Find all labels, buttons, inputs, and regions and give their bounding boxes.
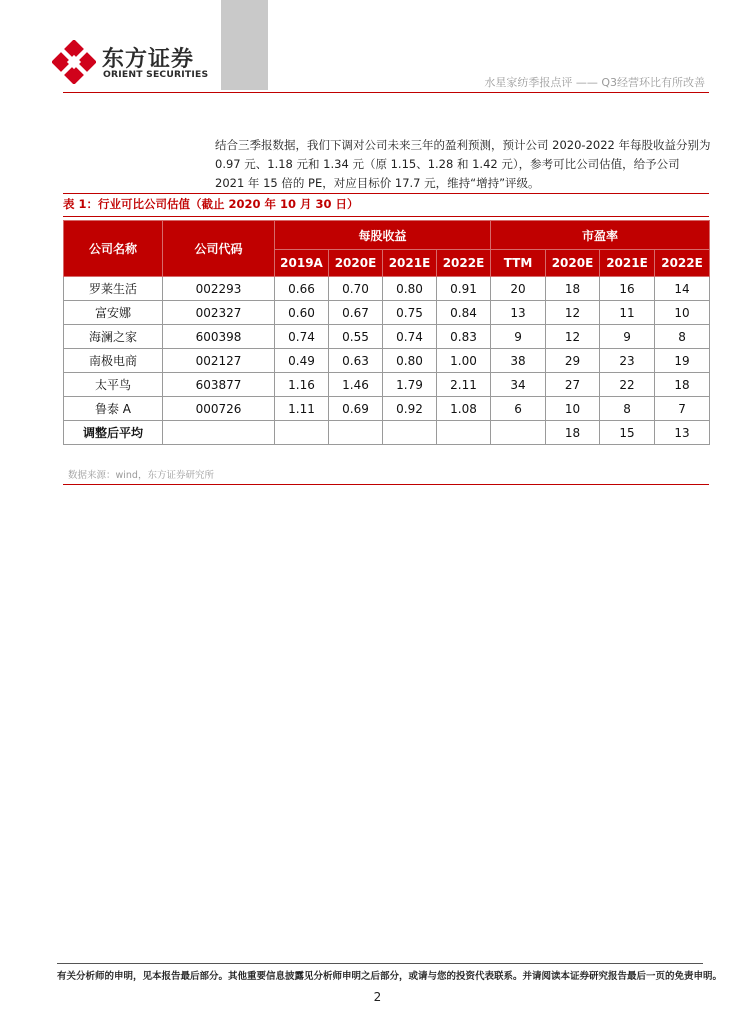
caption-top-rule bbox=[63, 193, 709, 194]
cell-company-code: 002327 bbox=[163, 301, 275, 325]
cell-company-name: 太平鸟 bbox=[64, 373, 163, 397]
cell-eps: 0.75 bbox=[383, 301, 437, 325]
cell-company-name: 罗莱生活 bbox=[64, 277, 163, 301]
cell-pe: 27 bbox=[546, 373, 600, 397]
cell-pe: 18 bbox=[655, 373, 710, 397]
cell-pe: 34 bbox=[491, 373, 546, 397]
cell-pe: 15 bbox=[600, 421, 655, 445]
cell-eps: 1.46 bbox=[329, 373, 383, 397]
intro-paragraph bbox=[215, 136, 711, 193]
cell-pe: 13 bbox=[655, 421, 710, 445]
cell-eps: 0.83 bbox=[437, 325, 491, 349]
cell-pe: 18 bbox=[546, 277, 600, 301]
orient-logo-icon bbox=[52, 40, 96, 84]
cell-pe: 19 bbox=[655, 349, 710, 373]
cell-pe: 7 bbox=[655, 397, 710, 421]
intro-text: 结合三季报数据，我们下调对公司未来三年的盈利预测，预计公司 2020-2022 年每股收益分别为 0.97 元、1.18 元和 1.34 元（原 1.15、1.28 和 1.42 元），参考可比公司估值，给予公司 2021 年 15 倍的 PE，对应目标价 17.7 元，维持“增持”评级。 bbox=[215, 138, 711, 190]
cell-pe: 20 bbox=[491, 277, 546, 301]
cell-eps: 0.63 bbox=[329, 349, 383, 373]
header-pe-year: 2021E bbox=[600, 250, 655, 277]
header-company-code: 公司代码 bbox=[163, 221, 275, 277]
cell-pe: 9 bbox=[491, 325, 546, 349]
header-divider bbox=[63, 92, 709, 93]
cell-eps: 0.84 bbox=[437, 301, 491, 325]
cell-eps: 1.00 bbox=[437, 349, 491, 373]
table-source: 数据来源：wind，东方证券研究所 bbox=[68, 470, 214, 481]
cell-pe bbox=[491, 421, 546, 445]
cell-empty bbox=[275, 421, 329, 445]
header-eps-year: 2022E bbox=[437, 250, 491, 277]
header-eps-year: 2019A bbox=[275, 250, 329, 277]
cell-company-name: 富安娜 bbox=[64, 301, 163, 325]
cell-pe: 6 bbox=[491, 397, 546, 421]
footer-disclaimer: 有关分析师的申明，见本报告最后部分。其他重要信息披露见分析师申明之后部分，或请与您的投资代表联系。并请阅读本证券研究报告最后一页的免责申明。 bbox=[57, 971, 723, 982]
report-title: 水星家纺季报点评 —— Q3经营环比有所改善 bbox=[484, 76, 705, 89]
cell-company-code: 600398 bbox=[163, 325, 275, 349]
cell-company-name: 南极电商 bbox=[64, 349, 163, 373]
cell-eps: 0.74 bbox=[383, 325, 437, 349]
cell-company-code: 002293 bbox=[163, 277, 275, 301]
table-row bbox=[64, 373, 710, 397]
cell-pe: 38 bbox=[491, 349, 546, 373]
table-row bbox=[64, 277, 710, 301]
cell-eps: 0.92 bbox=[383, 397, 437, 421]
cell-pe: 14 bbox=[655, 277, 710, 301]
header-gray-tab bbox=[221, 0, 268, 90]
cell-pe: 8 bbox=[600, 397, 655, 421]
cell-company-code: 000726 bbox=[163, 397, 275, 421]
brand-name-en: ORIENT SECURITIES bbox=[103, 69, 209, 80]
header-eps-group: 每股收益 bbox=[275, 221, 491, 250]
cell-company-name: 海澜之家 bbox=[64, 325, 163, 349]
table-row-average bbox=[64, 421, 710, 445]
cell-pe: 18 bbox=[546, 421, 600, 445]
cell-empty bbox=[163, 421, 275, 445]
cell-company-code: 002127 bbox=[163, 349, 275, 373]
cell-pe: 9 bbox=[600, 325, 655, 349]
header-eps-year: 2020E bbox=[329, 250, 383, 277]
header-pe-year: TTM bbox=[491, 250, 546, 277]
cell-eps: 0.70 bbox=[329, 277, 383, 301]
cell-eps: 0.49 bbox=[275, 349, 329, 373]
header-company-name: 公司名称 bbox=[64, 221, 163, 277]
cell-eps: 0.80 bbox=[383, 349, 437, 373]
cell-company-name: 鲁泰 A bbox=[64, 397, 163, 421]
cell-average-label: 调整后平均 bbox=[64, 421, 163, 445]
cell-eps: 1.16 bbox=[275, 373, 329, 397]
cell-empty bbox=[383, 421, 437, 445]
cell-pe: 23 bbox=[600, 349, 655, 373]
cell-eps: 1.11 bbox=[275, 397, 329, 421]
header-eps-year: 2021E bbox=[383, 250, 437, 277]
header-pe-group: 市盈率 bbox=[491, 221, 710, 250]
cell-eps: 2.11 bbox=[437, 373, 491, 397]
cell-eps: 1.79 bbox=[383, 373, 437, 397]
table-row bbox=[64, 301, 710, 325]
footer-divider bbox=[57, 963, 703, 964]
cell-pe: 12 bbox=[546, 325, 600, 349]
cell-pe: 10 bbox=[546, 397, 600, 421]
cell-eps: 0.66 bbox=[275, 277, 329, 301]
valuation-table bbox=[63, 220, 710, 445]
cell-eps: 0.67 bbox=[329, 301, 383, 325]
cell-eps: 0.91 bbox=[437, 277, 491, 301]
page-number: 2 bbox=[373, 990, 382, 1004]
brand-logo bbox=[52, 40, 212, 84]
cell-eps: 0.55 bbox=[329, 325, 383, 349]
cell-pe: 8 bbox=[655, 325, 710, 349]
cell-eps: 1.08 bbox=[437, 397, 491, 421]
source-divider bbox=[63, 484, 709, 485]
cell-pe: 11 bbox=[600, 301, 655, 325]
cell-company-code: 603877 bbox=[163, 373, 275, 397]
cell-eps: 0.74 bbox=[275, 325, 329, 349]
header-pe-year: 2022E bbox=[655, 250, 710, 277]
table-caption: 表 1：行业可比公司估值（截止 2020 年 10 月 30 日） bbox=[63, 197, 359, 211]
table-row bbox=[64, 325, 710, 349]
table-row bbox=[64, 397, 710, 421]
cell-pe: 16 bbox=[600, 277, 655, 301]
caption-bottom-rule bbox=[63, 216, 709, 217]
table-row bbox=[64, 349, 710, 373]
cell-pe: 12 bbox=[546, 301, 600, 325]
cell-eps: 0.80 bbox=[383, 277, 437, 301]
cell-empty bbox=[437, 421, 491, 445]
brand-name-cn: 东方证券 bbox=[102, 47, 195, 72]
cell-pe: 10 bbox=[655, 301, 710, 325]
header-pe-year: 2020E bbox=[546, 250, 600, 277]
cell-empty bbox=[329, 421, 383, 445]
cell-eps: 0.60 bbox=[275, 301, 329, 325]
cell-eps: 0.69 bbox=[329, 397, 383, 421]
cell-pe: 29 bbox=[546, 349, 600, 373]
cell-pe: 13 bbox=[491, 301, 546, 325]
cell-pe: 22 bbox=[600, 373, 655, 397]
